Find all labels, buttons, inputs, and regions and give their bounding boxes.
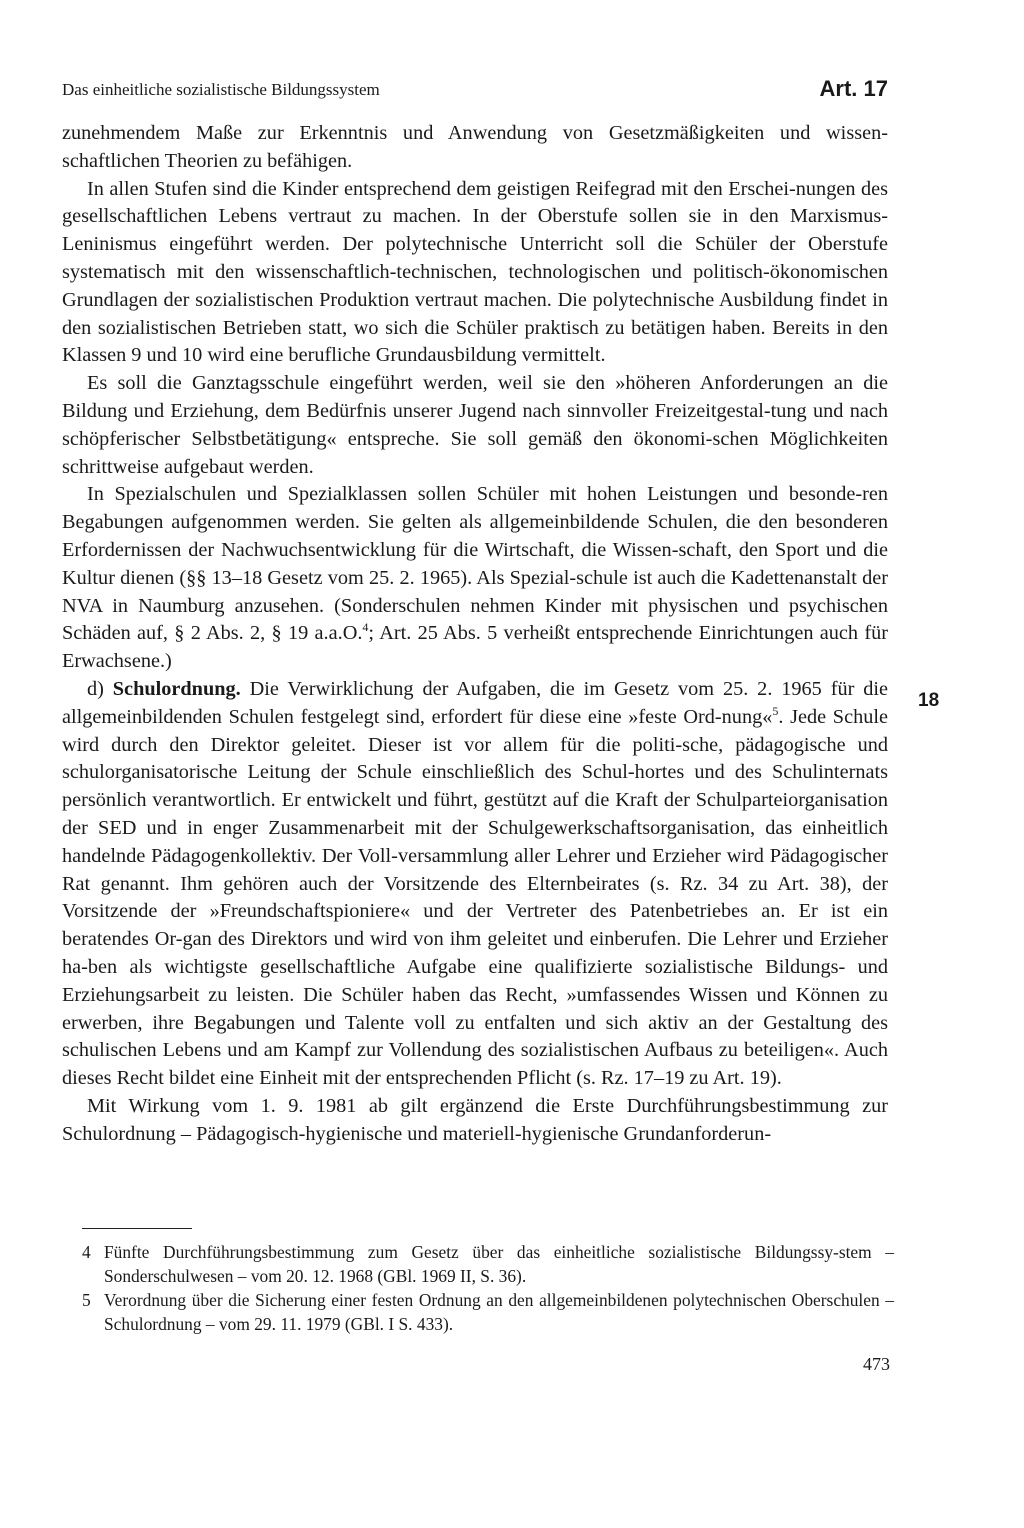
section-heading: Schulordnung. [112, 677, 241, 700]
footnote [82, 1240, 894, 1288]
margin-number: 18 [918, 690, 940, 711]
running-head: Das einheitliche sozialistische Bildungssystem [62, 80, 380, 99]
paragraph-text: Die Verwirklichung der Aufgaben, die im Gesetz vom 25. 2. 1965 für die allgemeinbildenden Schulen festgelegt sind, erfordert für diese eine »feste Ord-nung« [62, 677, 889, 728]
body-text [62, 120, 888, 1148]
paragraph [62, 676, 888, 1093]
paragraph [62, 481, 888, 676]
paragraph: Mit Wirkung vom 1. 9. 1981 ab gilt ergänzend die Erste Durchführungsbestimmung zur Schulordnung – Pädagogisch-hygienische und materiell-hygienische Grundanforderun- [62, 1094, 888, 1145]
paragraph-text: ; Art. 25 Abs. 5 verheißt entsprechende Einrichtungen auch für Erwachsene.) [62, 622, 888, 673]
article-label: Art. 17 [819, 76, 888, 101]
footnote-rule [82, 1228, 192, 1229]
paragraph: zunehmendem Maße zur Erkenntnis und Anwendung von Gesetzmäßigkeiten und wissen-schaftlichen Theorien zu befähigen. [62, 122, 888, 172]
paragraph: In allen Stufen sind die Kinder entsprechend dem geistigen Reifegrad mit den Erschei-nungen des gesellschaftlichen Lebens vertraut zu machen. In der Oberstufe sollen sie in den Marxismus-Leninismus eingeführt werden. Der polytechnische Unterricht soll die Schüler der Oberstufe systematisch mit den wissenschaftlich-technischen, technologischen und politisch-ökonomischen Grundlagen der sozialistischen Produktion vertraut machen. Die polytechnische Ausbildung findet in den sozialistischen Betrieben statt, wo sich die Schüler praktisch zu betätigen haben. Bereits in den Klassen 9 und 10 wird eine berufliche Grundausbildung vermittelt. [62, 177, 888, 367]
page-number: 473 [863, 1354, 890, 1374]
paragraph-text: In Spezialschulen und Spezialklassen sollen Schüler mit hohen Leistungen und besonde-ren Begabungen aufgenommen werden. Sie gelten als allgemeinbildende Schulen, die den besonderen Erfordernissen der Nachwuchsentwicklung für die Wirtschaft, die Wissen-schaft, den Sport und die Kultur dienen (§§ 13–18 Gesetz vom 25. 2. 1965). Als Spezial-schule ist auch die Kadettenanstalt der NVA in Naumburg anzusehen. (Sonderschulen nehmen Kinder mit physischen und psychischen Schäden auf, § 2 Abs. 2, § 19 a.a.O. [62, 483, 888, 645]
page-header [62, 74, 888, 104]
footnote-text: Fünfte Durchführungsbestimmung zum Gesetz über das einheitliche sozialistische Bildungssy-stem – Sonderschulwesen – vom 20. 12. 1968 (GBl. 1969 II, S. 36). [104, 1242, 894, 1286]
footnote-number: 5 [82, 1290, 91, 1310]
footnote-ref[interactable]: 4 [362, 620, 369, 635]
footnote-text: Verordnung über die Sicherung einer festen Ordnung an den allgemeinbildenen polytechnischen Oberschulen – Schulordnung – vom 29. 11. 1979 (GBl. I S. 433). [104, 1290, 894, 1334]
footnote [82, 1288, 894, 1336]
paragraph: Es soll die Ganztagsschule eingeführt werden, weil sie den »höheren Anforderungen an die Bildung und Erziehung, dem Bedürfnis unserer Jugend nach sinnvoller Freizeitgestal-tung und nach schöpferischer Selbstbetätigung« entspreche. Sie soll gemäß den ökonomi-schen Möglichkeiten schrittweise aufgebaut werden. [62, 372, 888, 478]
footnote-number: 4 [82, 1242, 91, 1262]
footnotes [82, 1240, 894, 1336]
section-prefix: d) [87, 677, 113, 700]
paragraph-text: . Jede Schule wird durch den Direktor geleitet. Dieser ist vor allem für die politi-sche, pädagogische und schulorganisatorische Leitung der Schule einschließlich des Schul-hortes und des Schulinternats persönlich verantwortlich. Er entwickelt und führt, gestützt auf die Kraft der Schulparteiorganisation der SED und in enger Zusammenarbeit mit der Schulgewerkschaftsorganisation, das einheitlich handelnde Pädagogenkollektiv. Der Voll-versammlung aller Lehrer und Erzieher wird Pädagogischer Rat genannt. Ihm gehören auch der Vorsitzende des Elternbeirates (s. Rz. 34 zu Art. 38), der Vorsitzende der »Freundschaftspioniere« und der Vertreter des Patenbetriebes an. Er ist ein beratendes Or-gan des Direktors und wird von ihm geleitet und einberufen. Die Lehrer und Erzieher ha-ben als wichtigste gesellschaftliche Aufgabe eine qualifizierte sozialistische Bildungs- und Erziehungsarbeit zu leisten. Die Schüler haben das Recht, »umfassendes Wissen und Können zu erwerben, ihre Begabungen und Talente voll zu entfalten und sich aktiv an der Gestaltung des schulischen Lebens und am Kampf zur Vollendung des sozialistischen Aufbaus zu beteiligen«. Auch dieses Recht bildet eine Einheit mit der entsprechenden Pflicht (s. Rz. 17–19 zu Art. 19). [62, 705, 888, 1090]
footnote-ref[interactable]: 5 [772, 703, 779, 718]
